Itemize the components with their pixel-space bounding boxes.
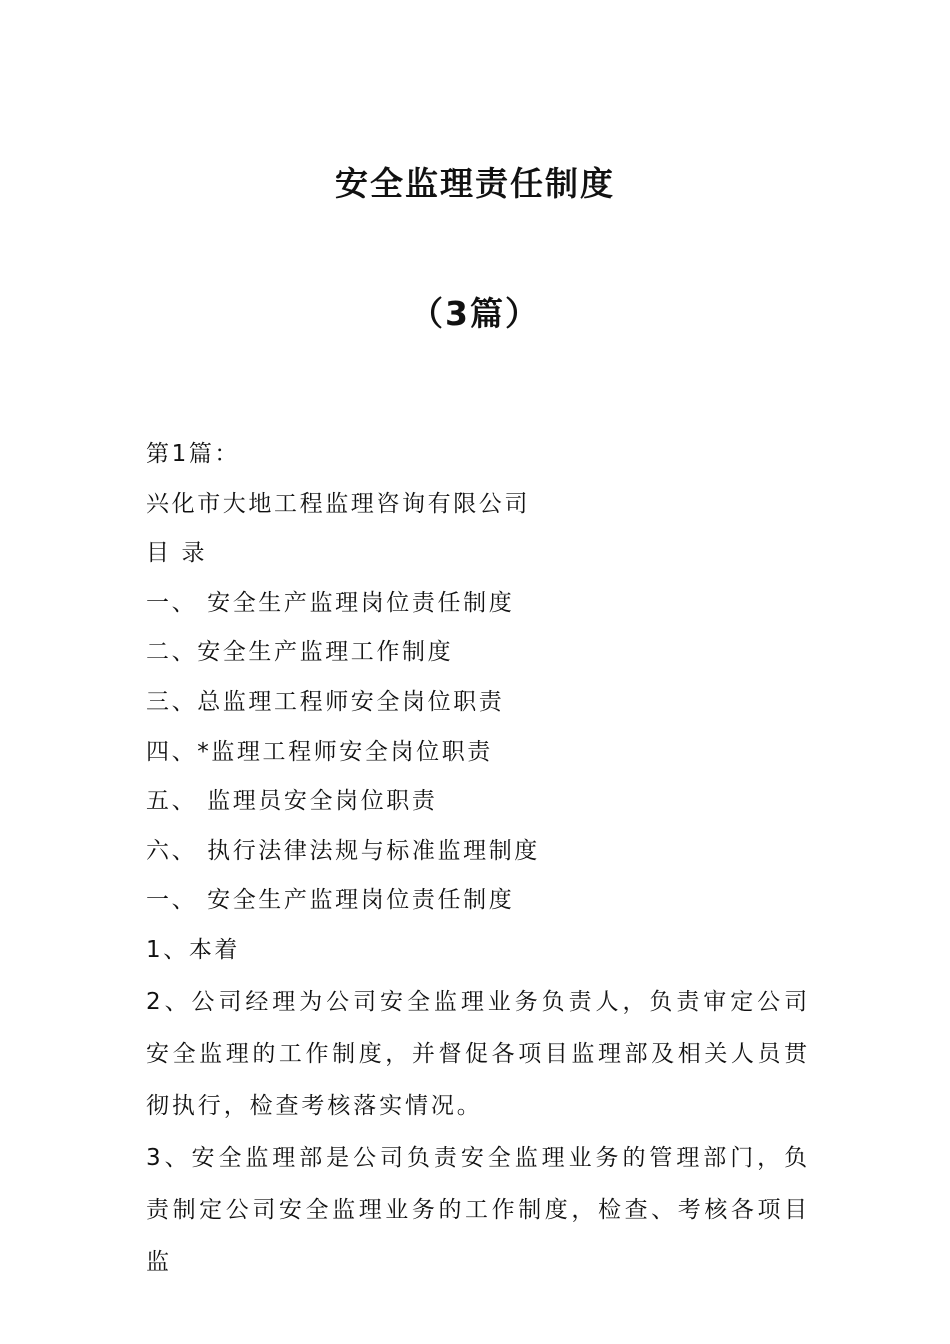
toc-item: 二、安全生产监理工作制度 xyxy=(146,639,454,666)
document-body xyxy=(146,430,810,1288)
section-label: 第1篇： xyxy=(146,441,241,467)
toc-item: 四、*监理工程师安全岗位职责 xyxy=(146,738,493,765)
toc-item: 五、 监理员安全岗位职责 xyxy=(146,788,438,815)
toc-item: 六、 执行法律法规与标准监理制度 xyxy=(146,837,540,864)
toc-item: 一、 安全生产监理岗位责任制度 xyxy=(146,589,515,616)
company-name: 兴化市大地工程监理咨询有限公司 xyxy=(146,490,530,517)
document-title: 安全监理责任制度 xyxy=(335,164,615,203)
section-heading: 一、 安全生产监理岗位责任制度 xyxy=(146,887,515,914)
toc-heading: 目 录 xyxy=(146,540,208,567)
clause: 1、本着 xyxy=(146,936,241,963)
toc-item: 三、总监理工程师安全岗位职责 xyxy=(146,688,505,715)
clause-paragraph: 3、安全监理部是公司负责安全监理业务的管理部门，负责制定公司安全监理业务的工作制度，检查、考核各项目监 xyxy=(146,1144,810,1275)
document-subtitle: （3篇） xyxy=(410,294,540,333)
clause-paragraph: 2、公司经理为公司安全监理业务负责人，负责审定公司安全监理的工作制度，并督促各项目监理部及相关人员贯彻执行，检查考核落实情况。 xyxy=(146,988,810,1119)
